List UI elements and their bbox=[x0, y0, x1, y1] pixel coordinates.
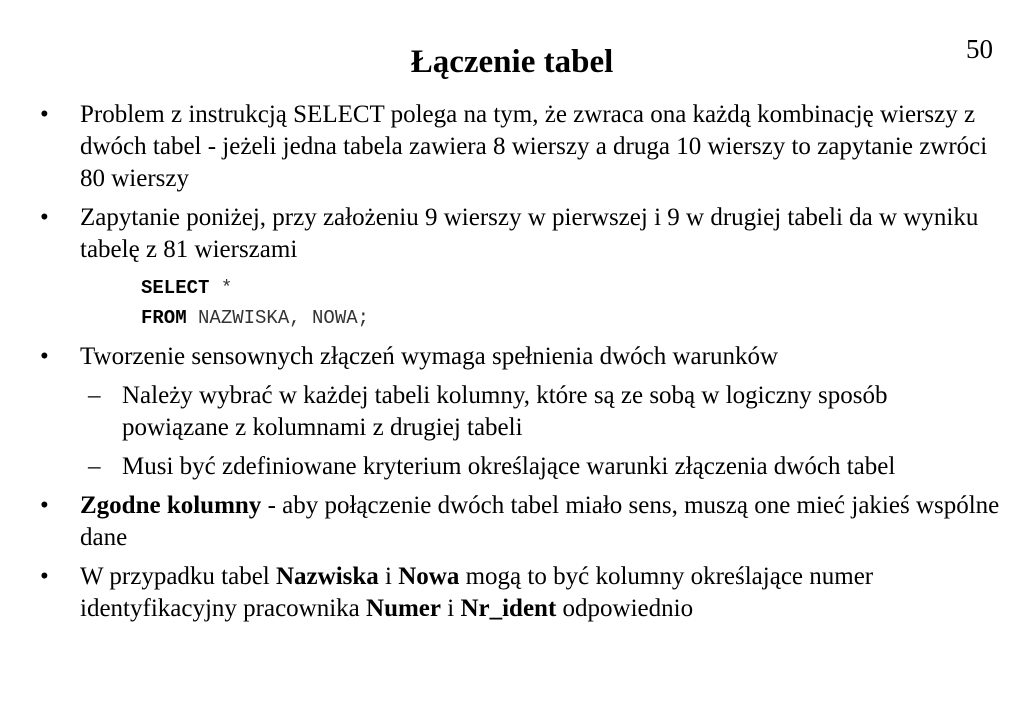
code-line bbox=[40, 273, 1000, 303]
bullet-item bbox=[40, 99, 1000, 195]
text-part: i bbox=[378, 563, 399, 590]
sub-bullet-text: Należy wybrać w każdej tabeli kolumny, które są ze sobą w logiczny sposób powiązane z kolumnami z drugiej tabeli bbox=[122, 382, 888, 441]
dash-mark: – bbox=[88, 453, 101, 480]
sql-text: NAZWISKA, NOWA; bbox=[186, 307, 370, 329]
bullet-text: Problem z instrukcją SELECT polega na tym, że zwraca ona każdą kombinację wierszy z dwóch tabel - jeżeli jedna tabela zawiera 8 wierszy a druga 10 wierszy to zapytanie zwróci 80 wierszy bbox=[80, 101, 988, 192]
bold-term: Nr_ident bbox=[460, 595, 557, 622]
sub-bullet-text: Musi być zdefiniowane kryterium określające warunki złączenia dwóch tabel bbox=[122, 453, 896, 480]
text-part: odpowiednio bbox=[556, 595, 694, 622]
bullet-mark: • bbox=[40, 343, 49, 370]
slide-content bbox=[40, 99, 1000, 632]
slide-title: Łączenie tabel bbox=[410, 44, 614, 80]
sql-text: * bbox=[209, 277, 233, 299]
bullet-text: Zapytanie poniżej, przy założeniu 9 wierszy w pierwszej i 9 w drugiej tabeli da w wyniku tabelę z 81 wierszami bbox=[80, 204, 979, 263]
bullet-text-rest: - aby połączenie dwóch tabel miało sens, muszą one mieć jakieś wspólne dane bbox=[80, 492, 1000, 551]
bullet-mark: • bbox=[40, 204, 49, 231]
bullet-mark: • bbox=[40, 101, 49, 128]
bullet-item bbox=[40, 341, 1000, 373]
bullet-item bbox=[40, 202, 1000, 266]
dash-mark: – bbox=[88, 382, 101, 409]
sub-bullet-item bbox=[40, 380, 1000, 444]
bullet-text: Tworzenie sensownych złączeń wymaga spełnienia dwóch warunków bbox=[80, 343, 778, 370]
text-part: W przypadku tabel bbox=[80, 563, 276, 590]
bullet-item bbox=[40, 490, 1000, 554]
code-line bbox=[40, 303, 1000, 333]
bullet-mark: • bbox=[40, 492, 49, 519]
bold-term: Nowa bbox=[398, 563, 460, 590]
text-part: i bbox=[441, 595, 461, 622]
sql-keyword: SELECT bbox=[141, 277, 210, 299]
bullet-mark: • bbox=[40, 563, 49, 590]
bold-term: Numer bbox=[366, 595, 441, 622]
bold-term: Nazwiska bbox=[276, 563, 379, 590]
sub-bullet-item bbox=[40, 451, 1000, 483]
bullet-text bbox=[80, 492, 999, 551]
sql-keyword: FROM bbox=[141, 307, 187, 329]
text-part: mogą to być kolumny określające numer identyfikacyjny pracownika bbox=[80, 563, 874, 622]
code-block bbox=[40, 273, 1000, 333]
bold-term: Zgodne kolumny bbox=[80, 492, 262, 519]
slide-number: 50 bbox=[966, 34, 993, 64]
bullet-text bbox=[80, 563, 873, 622]
bullet-item bbox=[40, 561, 1000, 625]
